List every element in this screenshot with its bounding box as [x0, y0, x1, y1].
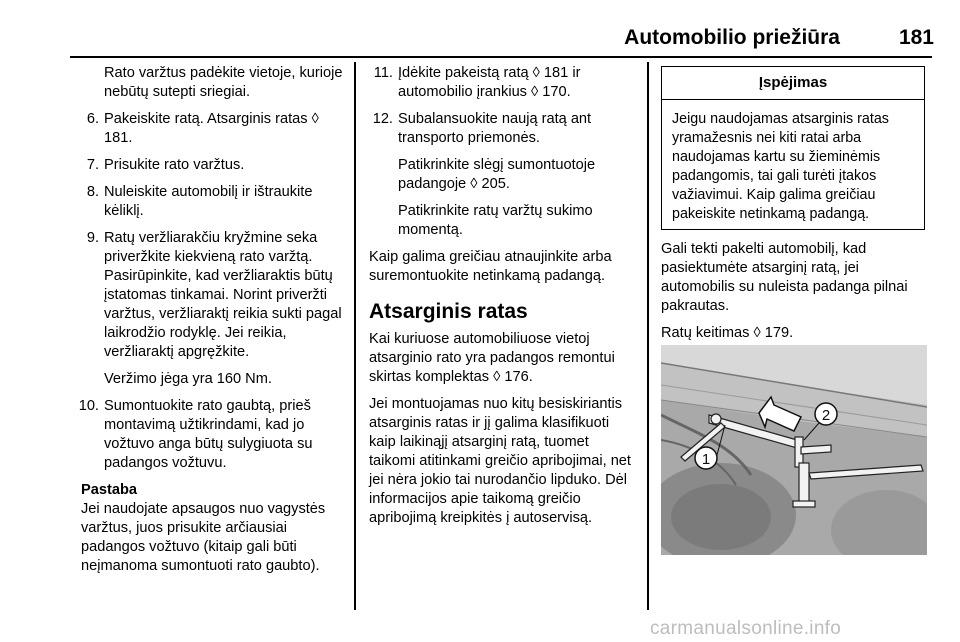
column-3: [661, 240, 927, 351]
paragraph-spare-kit: Kai kuriuose automobiliuose vietoj atsarginio rato yra padangos remontui skirtas komplektas ◊ 176.: [369, 331, 615, 385]
step-number: 11.: [373, 65, 393, 81]
step-7: [75, 156, 343, 175]
step-number: 7.: [86, 157, 99, 173]
step-continuation: Rato varžtus padėkite vietoje, kurioje nebūtų sutepti sriegiai.: [104, 65, 343, 100]
step-text: Įdėkite pakeistą ratą ◊ 181 ir automobilio įrankius ◊ 170.: [398, 65, 581, 100]
step-text: Subalansuokite naują ratą ant transporto priemonės.: [398, 111, 592, 146]
warning-text: Jeigu naudojamas atsarginis ratas yramažesnis nei kiti ratai arba naudojamas kartu su žieminėmis padangomis, tai gali turėti įtakos važiavimui. Kaip galima greičiau pakeiskite netinkamą padangą.: [672, 111, 889, 222]
step-text: Prisukite rato varžtus.: [104, 157, 245, 173]
paragraph-lift: Gali tekti pakelti automobilį, kad pasiektumėte atsarginį ratą, jei automobilis su nuleista padanga pilnai pakrautas.: [661, 241, 908, 314]
paragraph-wheel-change-ref: Ratų keitimas ◊ 179.: [661, 325, 794, 341]
step-12: [369, 110, 639, 148]
step-number: 9.: [86, 230, 99, 246]
note-text: Jei naudojate apsaugos nuo vagystės varžtus, juos prisukite arčiausiai padangos vožtuvo (kitaip gali būti neįmanoma sumontuoti rato gaubto).: [81, 501, 326, 574]
callout-1-label: 1: [701, 451, 711, 468]
note-title: Pastaba: [81, 482, 137, 498]
step-11: [369, 64, 639, 102]
callout-2-label: 2: [821, 407, 831, 424]
step-text: Ratų veržliarakčiu kryžmine seka priveržkite kiekvieną rato varžtą. Pasirūpinkite, kad veržliaraktis būtų įstatomas tinkamai. Norint priveržti varžtus, veržliaraktį reikia sukti pagal laikrodžio rodyklę. Jei reikia, veržliaraktį apgręžkite.: [104, 230, 342, 360]
step-text: Pakeiskite ratą. Atsarginis ratas ◊ 181.: [104, 111, 319, 146]
watermark: carmanualsonline.info: [650, 618, 842, 639]
header-rule: [70, 56, 932, 58]
paragraph-repair: Kaip galima greičiau atnaujinkite arba suremontuokite netinkamą padangą.: [369, 249, 612, 284]
step-text: Nuleiskite automobilį ir ištraukite kėliklį.: [104, 184, 313, 219]
column-divider-1: [354, 62, 356, 610]
step-number: 10.: [78, 398, 99, 414]
page-header-title: Automobilio priežiūra: [624, 26, 840, 49]
step-10: [75, 397, 343, 473]
torque-value: Veržimo jėga yra 160 Nm.: [104, 371, 272, 387]
column-divider-2: [647, 62, 649, 610]
step-number: 8.: [86, 184, 99, 200]
warning-box: [661, 66, 925, 230]
step-6: [75, 110, 343, 148]
step-9: [75, 229, 343, 362]
sub-pressure: Patikrinkite slėgį sumontuotoje padangoje ◊ 205.: [398, 157, 596, 192]
paragraph-temporary-spare: Jei montuojamas nuo kitų besiskiriantis atsarginis ratas ir jį galima klasifikuoti kaip laikinąjį atsarginį ratą, tuomet taikomi atitinkami greičio apribojimai, net jei nėra jokio tai nurodančio lipduko. Dėl informacijos apie taikomą greičio apribojimą kreipkitės į autoservisą.: [369, 396, 631, 526]
step-number: 12.: [372, 111, 393, 127]
section-heading: Atsarginis ratas: [369, 300, 528, 323]
step-number: 6.: [86, 111, 99, 127]
page-number: 181: [898, 26, 934, 49]
step-8: [75, 183, 343, 221]
warning-title: Įspėjimas: [662, 67, 924, 100]
spare-wheel-illustration: [661, 345, 927, 555]
step-text: Sumontuokite rato gaubtą, prieš montavimą užtikrindami, kad jo vožtuvo anga būtų sulygiuota su padangos vožtuvu.: [104, 398, 313, 471]
column-1: [75, 64, 343, 576]
column-2: [369, 64, 639, 536]
sub-torque: Patikrinkite ratų varžtų sukimo momentą.: [398, 203, 593, 238]
